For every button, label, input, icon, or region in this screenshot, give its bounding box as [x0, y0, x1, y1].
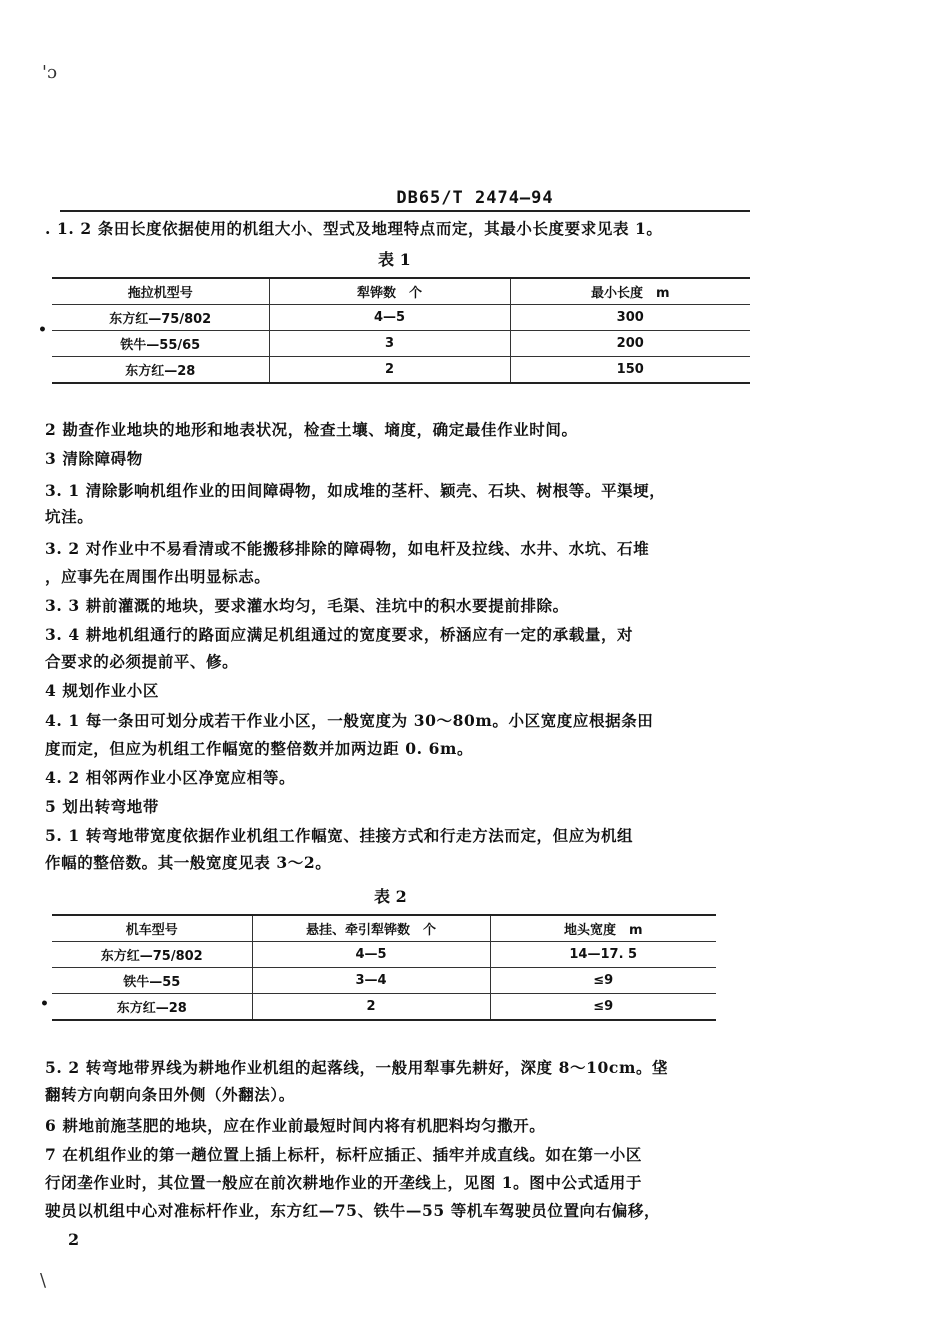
clause-6: 6 耕地前施茎肥的地块，应在作业前最短时间内将有机肥料均匀撒开。 [45, 1116, 546, 1135]
clause-4-1: 4. 1 每一条田可划分成若干作业小区，一般宽度为 30～80m。小区宽度应根据条田 [45, 711, 654, 730]
corner-mark-bottom: \ [40, 1270, 47, 1291]
clause-5-1: 5. 1 转弯地带宽度依据作业机组工作幅宽、挂接方式和行走方法而定，但应为机组 [45, 826, 634, 845]
corner-mark-top: 'ɔ [42, 62, 58, 83]
table-cell: ≤9 [490, 968, 716, 994]
table-cell: 2 [252, 994, 490, 1021]
table-cell: 铁牛—55/65 [52, 331, 269, 357]
table-cell: 3 [269, 331, 510, 357]
table-cell: 14—17. 5 [490, 942, 716, 968]
clause-3-4: 3. 4 耕地机组通行的路面应满足机组通过的宽度要求，桥涵应有一定的承载量，对 [45, 625, 634, 644]
table-header-cell: 拖拉机型号 [52, 278, 269, 305]
clause-3-1-cont: 坑洼。 [45, 507, 94, 526]
clause-4-heading: 4 规划作业小区 [45, 681, 159, 700]
table-row [52, 994, 716, 1021]
table-cell: 150 [510, 357, 750, 384]
scan-dot: • [40, 996, 49, 1012]
clause-4-1-cont: 度而定，但应为机组工作幅宽的整倍数并加两边距 0. 6m。 [45, 739, 474, 758]
table-cell: 铁牛—55 [52, 968, 252, 994]
table-cell: 东方红—75/802 [52, 942, 252, 968]
table-cell: 4—5 [269, 305, 510, 331]
clause-3-3: 3. 3 耕前灌溉的地块，要求灌水均匀，毛渠、洼坑中的积水要提前排除。 [45, 596, 569, 615]
clause-5-heading: 5 划出转弯地带 [45, 797, 159, 816]
clause-3-1: 3. 1 清除影响机组作业的田间障碍物，如成堆的茎杆、颖壳、石块、树根等。平渠埂， [45, 481, 666, 500]
page-number: 2 [68, 1230, 80, 1249]
table-cell: 东方红—28 [52, 357, 269, 384]
table-header-cell: 最小长度 m [510, 278, 750, 305]
table-row [52, 968, 716, 994]
table-cell: 东方红—75/802 [52, 305, 269, 331]
table-header-cell: 犁铧数 个 [269, 278, 510, 305]
table1-caption: 表 1 [378, 250, 411, 269]
clause-7-cont-1: 行闭垄作业时，其位置一般应在前次耕地作业的开垄线上，见图 1。图中公式适用于 [45, 1173, 642, 1192]
clause-7: 7 在机组作业的第一趟位置上插上标杆，标杆应插正、插牢并成直线。如在第一小区 [45, 1145, 642, 1164]
table-cell: 200 [510, 331, 750, 357]
table-cell: 300 [510, 305, 750, 331]
table-header-cell: 地头宽度 m [490, 915, 716, 942]
table-header-row [52, 915, 716, 942]
table-row [52, 331, 750, 357]
clause-5-1-cont: 作幅的整倍数。其一般宽度见表 3～2。 [45, 853, 332, 872]
scan-dot: • [38, 322, 47, 338]
clause-3-4-cont: 合要求的必须提前平、修。 [45, 652, 239, 671]
table-cell: 3—4 [252, 968, 490, 994]
header-rule [60, 210, 750, 212]
table-row [52, 305, 750, 331]
table-header-cell: 悬挂、牵引犁铧数 个 [252, 915, 490, 942]
table-header-cell: 机车型号 [52, 915, 252, 942]
table-1 [52, 277, 750, 384]
table-row [52, 942, 716, 968]
table-cell: 东方红—28 [52, 994, 252, 1021]
table-cell: 2 [269, 357, 510, 384]
standard-code-header: DB65/T 2474—94 [396, 188, 554, 208]
table-header-row [52, 278, 750, 305]
clause-4-2: 4. 2 相邻两作业小区净宽应相等。 [45, 768, 296, 787]
table-cell: 4—5 [252, 942, 490, 968]
table-cell: ≤9 [490, 994, 716, 1021]
table-2 [52, 914, 716, 1021]
clause-5-2: 5. 2 转弯地带界线为耕地作业机组的起落线，一般用犁事先耕好，深度 8～10cm。垡 [45, 1058, 669, 1077]
clause-1-2: . 1. 2 条田长度依据使用的机组大小、型式及地理特点而定，其最小长度要求见表 1。 [45, 219, 663, 238]
table2-caption: 表 2 [374, 887, 407, 906]
clause-3-heading: 3 清除障碍物 [45, 449, 143, 468]
clause-5-2-cont: 翻转方向朝向条田外侧（外翻法）。 [45, 1085, 295, 1104]
clause-3-2-cont: ，应事先在周围作出明显标志。 [45, 567, 271, 586]
clause-3-2: 3. 2 对作业中不易看清或不能搬移排除的障碍物，如电杆及拉线、水井、水坑、石堆 [45, 539, 650, 558]
table-row [52, 357, 750, 384]
clause-2: 2 勘查作业地块的地形和地表状况，检查土壤、墒度，确定最佳作业时间。 [45, 420, 578, 439]
clause-7-cont-2: 驶员以机组中心对准标杆作业，东方红—75、铁牛—55 等机车驾驶员位置向右偏移， [45, 1201, 661, 1220]
